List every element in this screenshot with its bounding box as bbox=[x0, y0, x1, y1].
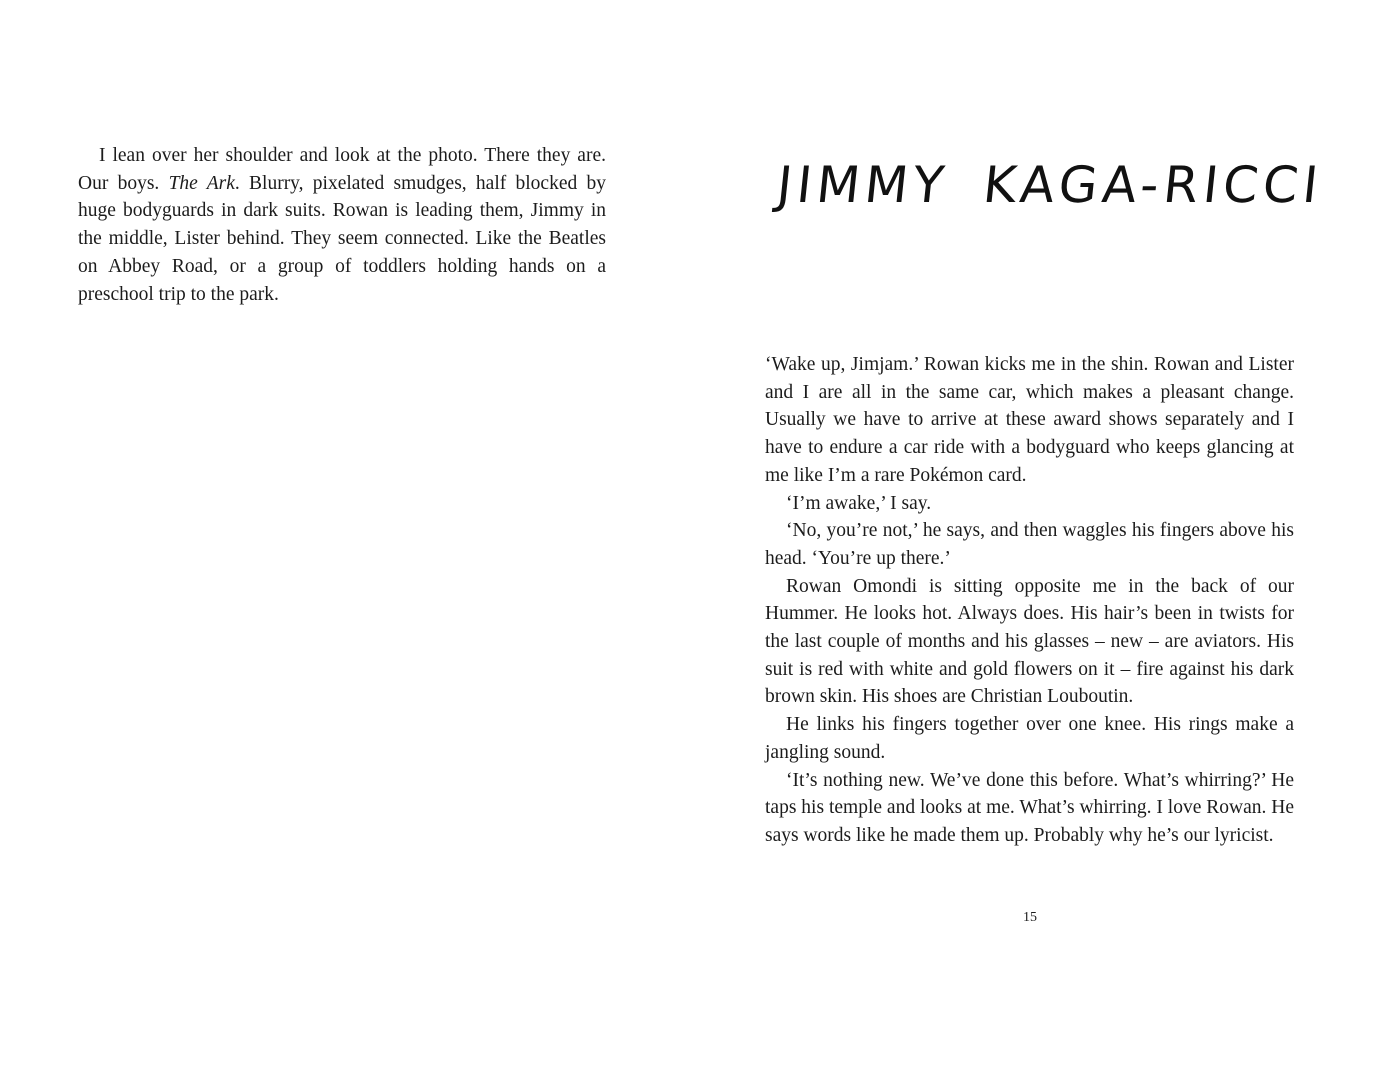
left-paragraph-text-end: . Blurry, pixelated smudges, half blocked by huge bodyguards in dark suits. Rowan is leading them, Jimmy in the middle, Lister behind. They seem connected. Like the Beatles on Abbey Road, or a group of toddlers holding hands on a preschool trip to the park. bbox=[78, 172, 606, 305]
chapter-title: JIMMY KAGA-RICCI bbox=[774, 156, 1326, 214]
paragraph: ‘I’m awake,’ I say. bbox=[786, 492, 932, 514]
right-page-body bbox=[765, 351, 1294, 850]
left-page-body bbox=[78, 142, 606, 308]
paragraph: ‘Wake up, Jimjam.’ Rowan kicks me in the shin. Rowan and Lister and I are all in the same car, which makes a pleasant change. Usually we have to arrive at these award shows separately and I have to endure a car ride with a bodyguard who keeps glancing at me like I’m a rare Pokémon card. bbox=[765, 354, 1294, 486]
paragraph: ‘It’s nothing new. We’ve done this before. What’s whirring?’ He taps his temple and looks at me. What’s whirring. I love Rowan. He says words like he made them up. Probably why he’s our lyricist. bbox=[765, 769, 1294, 846]
book-title-italic: The Ark bbox=[168, 172, 235, 194]
left-paragraph-text-start: I lean over her shoulder and look at the photo. There they are. Our boys. bbox=[78, 145, 606, 194]
paragraph: ‘No, you’re not,’ he says, and then waggles his fingers above his head. ‘You’re up there.’ bbox=[765, 520, 1294, 569]
paragraph: He links his fingers together over one knee. His rings make a jangling sound. bbox=[765, 714, 1294, 763]
page-number: 15 bbox=[1023, 910, 1037, 925]
paragraph: Rowan Omondi is sitting opposite me in the back of our Hummer. He looks hot. Always does. His hair’s been in twists for the last couple of months and his glasses – new – are aviators. His suit is red with white and gold flowers on it – fire against his dark brown skin. His shoes are Christian Louboutin. bbox=[765, 575, 1294, 708]
right-page bbox=[700, 0, 1400, 1074]
left-paragraph bbox=[78, 142, 606, 308]
